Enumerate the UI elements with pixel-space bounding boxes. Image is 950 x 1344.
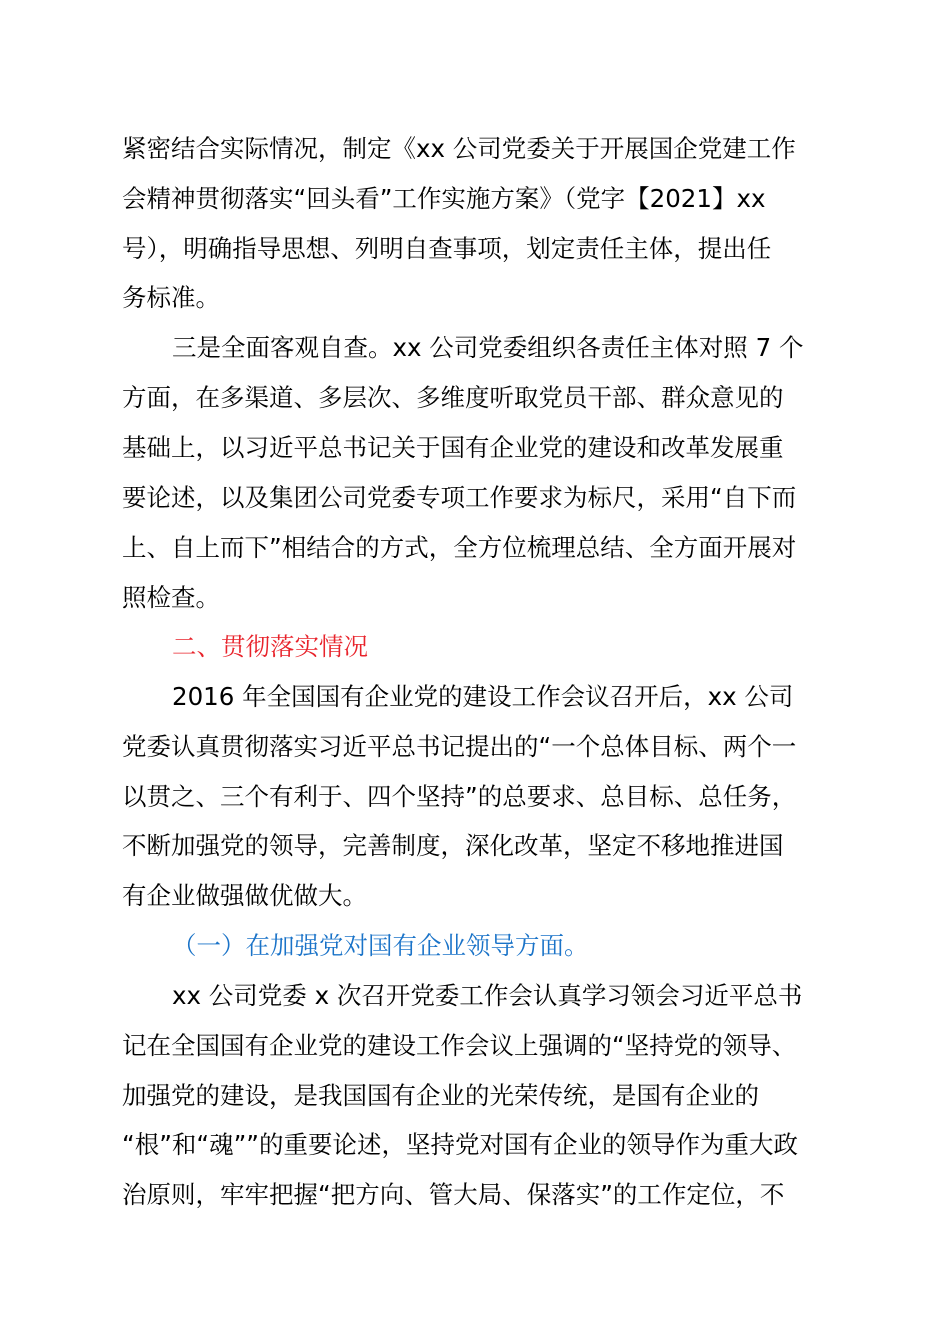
- text-line: xx 公司党委 x 次召开党委工作会认真学习领会习近平总书: [172, 981, 803, 1010]
- text-line: 方面，在多渠道、多层次、多维度听取党员干部、群众意见的: [122, 383, 784, 412]
- section-heading: 二、贯彻落实情况: [172, 632, 368, 661]
- text-line: 务标准。: [122, 283, 220, 312]
- text-line: 以贯之、三个有利于、四个坚持”的总要求、总目标、总任务，: [122, 782, 797, 811]
- subsection-heading: （一）在加强党对国有企业领导方面。: [172, 931, 589, 960]
- text-line: 三是全面客观自查。xx 公司党委组织各责任主体对照 7 个: [172, 333, 804, 362]
- text-line: 紧密结合实际情况，制定《xx 公司党委关于开展国企党建工作: [122, 134, 796, 163]
- text-line: 照检查。: [122, 583, 220, 612]
- text-line: 上、自上而下”相结合的方式，全方位梳理总结、全方面开展对: [122, 533, 797, 562]
- text-line: 治原则，牢牢把握“把方向、管大局、保落实”的工作定位，不: [122, 1180, 785, 1209]
- text-line: 要论述，以及集团公司党委专项工作要求为标尺，采用“自下而: [122, 483, 797, 512]
- text-line: 加强党的建设，是我国国有企业的光荣传统，是国有企业的: [122, 1081, 759, 1110]
- text-line: 2016 年全国国有企业党的建设工作会议召开后，xx 公司: [172, 682, 794, 711]
- text-line: 会精神贯彻落实“回头看”工作实施方案》（党字【2021】xx: [122, 184, 766, 213]
- text-line: 有企业做强做优做大。: [122, 881, 367, 910]
- text-line: 记在全国国有企业党的建设工作会议上强调的“坚持党的领导、: [122, 1031, 797, 1060]
- text-line: 党委认真贯彻落实习近平总书记提出的“一个总体目标、两个一: [122, 732, 797, 761]
- text-line: 号），明确指导思想、列明自查事项，划定责任主体，提出任: [122, 234, 772, 263]
- text-line: 基础上，以习近平总书记关于国有企业党的建设和改革发展重: [122, 433, 784, 462]
- text-line: “根”和“魂””的重要论述，坚持党对国有企业的领导作为重大政: [122, 1130, 798, 1159]
- text-line: 不断加强党的领导，完善制度，深化改革，坚定不移地推进国: [122, 831, 784, 860]
